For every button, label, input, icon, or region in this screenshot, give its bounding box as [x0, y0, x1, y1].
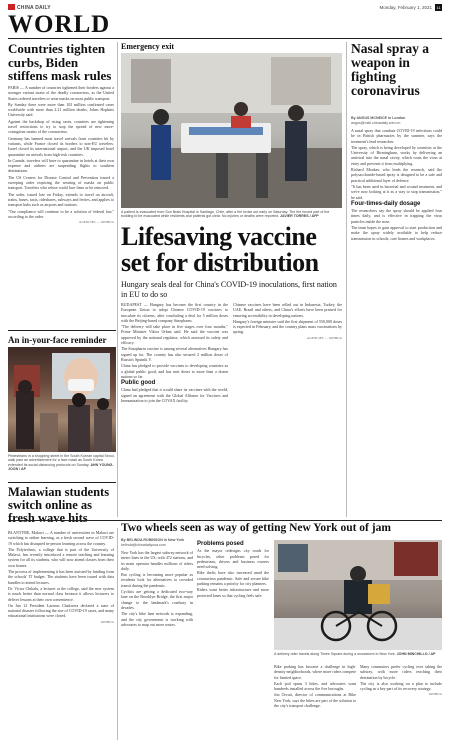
deck-vaccine: Hungary seals deal for China's COVID-19 inoculations, first nation in EU to do so — [121, 280, 337, 299]
headline-two-wheels: Two wheels seen as way of getting New York out of jam — [121, 522, 391, 534]
paragraph: PARIS — A number of countries tightened their borders against a stronger variant strain of the deadly coronavirus, as the United States ordered travelers to wear masks on most public transport. — [8, 85, 114, 101]
article-body-countries — [8, 85, 114, 322]
paragraph: The Polytechnic, a college that is part of the University of Malawi, has recently introduced a remote teaching and learning system for all its students, who will now attend classes from their own homes. — [8, 546, 114, 568]
subhead-dosage: Four-times-daily dosage — [351, 200, 421, 207]
street-illustration — [8, 347, 116, 452]
paragraph: The team hopes to gain approval to start production and make the spray widely available to help reduce transmission in schools, care homes and workplaces. — [351, 225, 442, 241]
signoff: AGENCIES — XINHUA — [78, 220, 114, 225]
page-number: 11 — [436, 5, 441, 10]
paragraph: China had pledged that it would share its vaccines with the world, signed an agreement with the Global Alliance for Vaccines and Immunization to join the COVAX facility. — [121, 387, 228, 404]
article-rule — [8, 330, 116, 331]
headline-vaccine: Lifesaving vaccine set for distribution — [121, 222, 319, 277]
paragraph: The researchers say the spray should be applied four times daily, and is effective in trapping the virus particles inside the nose. — [351, 208, 442, 224]
byline-author: By BELINDA ROBINSON in New York — [121, 538, 185, 542]
cyclist-illustration — [274, 540, 442, 650]
paragraph: But cycling is becoming more popular as residents look for alternatives to crowded transit during the pandemic. — [121, 572, 193, 588]
section-title: WORLD — [8, 11, 111, 38]
paragraph: Many commuters prefer cycling over taking the subway, with more riders reaching their destination by bicycle. — [360, 664, 442, 680]
paragraph: BLANTYRE, Malawi — A number of universities in Malawi are switching to online learning, as a fresh second wave of COVID-19 which has disrupted in-person learning across the country. — [8, 530, 114, 546]
article-rule — [8, 482, 116, 483]
paragraph: Hungary's foreign minister said the first shipment of 550,000 doses is expected in February, and the country plans mass vaccinations by spring. — [233, 318, 342, 335]
subhead-problems: Problems posed — [197, 541, 244, 547]
article-rule — [8, 520, 442, 521]
headline-malawi: Malawian students switch online as fresh wave hits — [8, 485, 110, 525]
paragraph: Against the backdrop of rising cases, countries are tightening travel restrictions to try to stop the spread of new more-contagious strains of the coronavirus. — [8, 118, 114, 135]
article-body-malawi — [8, 530, 114, 740]
paragraph: "Our compliance will continue to be a solution of federal law," according to the order. — [8, 208, 114, 219]
subhead-public-good: Public good — [121, 380, 156, 387]
photo-seoul-street — [8, 347, 116, 452]
paragraph: The process of implementing it has been assisted by funding from the schools' IT budget. The students have been issued with data bundles to attend lectures. — [8, 569, 114, 585]
caption-text: A delivery rider travels along Times Square during a snowstorm in New York. — [274, 652, 396, 656]
article-body-vaccine-col1 — [121, 302, 228, 515]
headline-nasal-spray: Nasal spray a weapon in fighting coronavirus — [351, 41, 430, 98]
paragraph: By Sunday there were more than 102 million confirmed cases worldwide with more than 2.21 million deaths, Johns Hopkins University said. — [8, 101, 114, 118]
byline-nasal — [351, 116, 443, 125]
date-text: Monday, February 1, 2021 — [379, 5, 432, 10]
signoff: AGENCIES — XINHUA — [306, 335, 342, 340]
paragraph: The US Centers for Disease Control and Prevention issued a sweeping order requiring the wearing of masks on public transport. Travelers who refuse could face fines or be removed. — [8, 174, 114, 191]
photo-caption-seoul — [8, 454, 116, 472]
paragraph: A nasal spray that combats COVID-19 infections could be in British pharmacies by the summer, says the treatment's lead researcher. — [351, 128, 442, 144]
paragraph: In Canada, travelers will have to quarantine in hotels at their own expense and airlines are suspending flights to southern destinations. — [8, 157, 114, 174]
paragraph: Bike parking has become a challenge in high-density neighborhoods, where more riders compete for limited space. — [274, 664, 356, 680]
photo-credit: JAVIER TORRES / AFP — [280, 214, 319, 219]
paragraph: The order, issued late on Friday, extends to travel on aircraft, trains, buses, taxis, rideshares, subways and ferries, and applies to transport hubs such as airports and stations. — [8, 191, 114, 208]
column-divider — [117, 42, 118, 517]
paragraph: On Jan 12 President Lazarus Chakwera declared a state of national disaster following the rise of COVID-19 cases, and many educational institutions were closed. — [8, 602, 114, 619]
paragraph: The city's bike lane network is expanding, and the city government is working with advocates to map out more routes. — [121, 611, 193, 627]
photo-times-square — [274, 540, 442, 650]
paragraph: Chinese vaccines have been rolled out in Indonesia, Turkey, the UAE, Brazil and others, and China's efforts have been praised for ensuring accessibility in developing nations. — [233, 302, 342, 318]
article-body-ny-col3 — [274, 664, 356, 740]
paragraph: The spray, which is being developed by scientists at the University of Birmingham, works by delivering an antiviral into the nasal cavity, which coats the virus at entry and prevents it from multiplying. — [351, 144, 442, 166]
paragraph: China has pledged to provide vaccines to developing countries as a global public good, and has sent doses to more than a dozen nations so far. — [121, 363, 228, 379]
signoff: XINHUA — [100, 619, 114, 624]
photo-hospital-evacuation — [121, 53, 342, 208]
paragraph: Cyclists are getting a dedicated two-way lane on the Brooklyn Bridge, the first major change to the landmark's roadway in decades. — [121, 589, 193, 610]
byline-author: By ANGUS MCNEICE in London — [351, 116, 406, 120]
photo-credit: AHN YOUNG-JOON / AP — [8, 462, 114, 472]
photo-caption-ny — [274, 652, 442, 656]
paragraph: Each pod spans 3 bikes, and advocates want hundreds installed across the five boroughs. — [274, 680, 356, 692]
article-body-ny-col1 — [121, 550, 193, 740]
article-body-ny-col2 — [197, 540, 269, 740]
paragraph: Dr. Victor Chikalu, a lecturer at the college, said the new system is much better than normal class because it allows lecturers to deliver lessons at their own convenience. — [8, 585, 114, 602]
paragraph: The city is also working on a plan to include cycling as a key part of its recovery strategy. — [360, 680, 442, 692]
kicker-emergency-exit: Emergency exit — [121, 42, 175, 51]
paragraph: Jon Orcutt, director of communications at Bike New York, says the bikes are part of the solution to the city's transport challenge. — [274, 692, 356, 709]
article-body-ny-col4 — [360, 664, 442, 740]
headline-reminder: An in-your-face reminder — [8, 335, 107, 345]
paragraph: Richard Moakes, who leads the research, said the polysaccharide-based spray is designed to be a safe and practical additional layer of defence. — [351, 167, 442, 183]
paragraph: Riders want better infrastructure and more protected lanes so that cycling feels safe. — [197, 587, 269, 598]
article-body-vaccine-col2 — [233, 302, 342, 515]
paper-name: CHINA DAILY — [17, 5, 51, 11]
byline-ny — [121, 538, 193, 547]
article-body-nasal — [351, 128, 442, 516]
column-divider — [346, 42, 347, 517]
section-rule — [8, 38, 442, 39]
paragraph: New York has the largest subway network of metro lines in the US, with 472 stations, and its main operator handles millions of riders daily. — [121, 550, 193, 571]
paragraph: "The delivery will take place in five stages over four months," Prime Minister Viktor Orban said. He said the vaccine was approved by the national regulator, which assessed its safety and efficacy. — [121, 324, 228, 346]
byline-email: angus@mail.chinadaily.com.cn — [351, 120, 401, 125]
logo-mark-icon — [8, 4, 15, 10]
paragraph: Germany has banned most travel arrivals from countries hit by variants, while France closed its borders to non-EU travelers. Israel closed its international airport, and the UK imposed hotel quarantine on arrivals from high-risk countries. — [8, 135, 114, 157]
paragraph: The Sinopharm vaccine is among several alternatives Hungary has signed up for. The country has also secured 2 million doses of Russia's Sputnik V. — [121, 346, 228, 362]
paragraph: "It has been used in bacterial and wound treatment, and we're now looking at it as a way to stop transmission," he said. — [351, 183, 442, 200]
paragraph: Bike thefts have also increased amid the coronavirus pandemic. Safe and secure bike parking remains a priority for city planners. — [197, 570, 269, 587]
headline-countries: Countries tighten curbs, Biden stiffens mask rules — [8, 41, 112, 83]
signoff: XINHUA — [428, 692, 442, 697]
photo-caption-chile — [121, 210, 342, 219]
caption-text: A patient is evacuated from Son Brais Hospital in Santiago, Chile, after a fire broke out early on Saturday. The fire forced part of the building to be evacuated while residents and patients got clear. No injuries or deaths were reported. — [121, 210, 330, 219]
paragraph: As the mayor redesigns city roads for bicycles, other problems posed for pedestrians, drivers and business owners need solving. — [197, 548, 269, 570]
paper-logo — [8, 4, 51, 11]
caption-text: Pedestrians in a shopping street in the South Korean capital Seoul, walk past an advertisement for a face mask as South Korea extended its social-distancing protocols on Sunday. — [8, 454, 115, 467]
photo-credit: JOHN MINCHILLO / AP — [396, 652, 436, 656]
column-divider — [117, 528, 118, 740]
issue-date — [380, 4, 442, 11]
evacuation-illustration — [121, 53, 342, 208]
paragraph: BUDAPEST — Hungary has become the first country in the European Union to adopt Chinese COVID-19 vaccines to inoculate its citizens, after concluding a deal for 5 million doses with the Beijing-based company Sinopharm. — [121, 302, 228, 323]
byline-email: belinda@chinadailyusa.com — [121, 542, 166, 547]
